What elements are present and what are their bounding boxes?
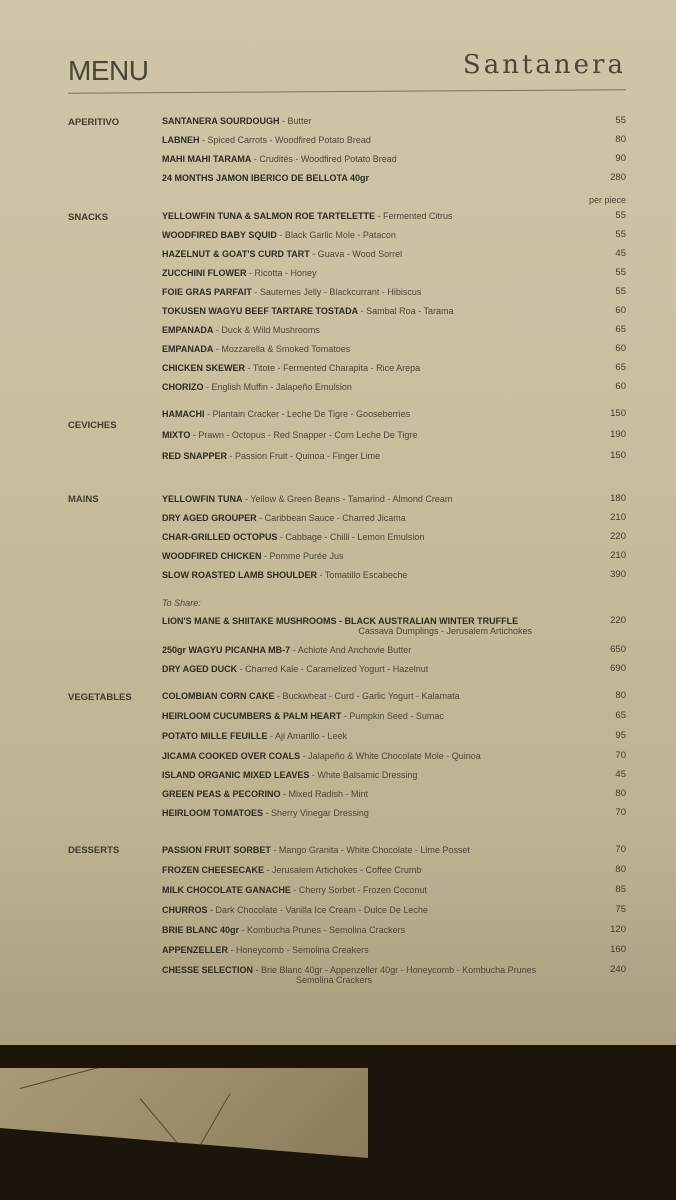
- item-description: - Fermented Citrus: [375, 211, 453, 221]
- menu-item: [162, 532, 632, 542]
- menu-item: [162, 363, 632, 373]
- item-description: - Crudités - Woodfired Potato Bread: [251, 154, 397, 164]
- menu-item: [162, 249, 632, 259]
- item-name: CHAR-GRILLED OCTOPUS: [162, 532, 278, 542]
- menu-item: [162, 664, 632, 674]
- item-price: 45: [615, 248, 626, 259]
- item-price: 55: [615, 210, 626, 221]
- item-description: - Cherry Sorbet - Frozen Coconut: [290, 885, 427, 895]
- item-price: 80: [615, 864, 626, 875]
- menu-item: [162, 645, 632, 655]
- item-name: ZUCCHINI FLOWER: [162, 268, 247, 278]
- menu-item: [162, 731, 632, 741]
- item-name: JICAMA COOKED OVER COALS: [162, 751, 301, 761]
- item-name: FROZEN CHEESECAKE: [162, 865, 265, 875]
- item-description: - Sauternes Jelly - Blackcurrant - Hibiscus: [251, 287, 422, 297]
- item-description: - Dark Chocolate - Vanilla Ice Cream - Dulce De Leche: [207, 905, 428, 915]
- menu-item: [162, 135, 632, 145]
- menu-item: [162, 570, 632, 580]
- menu-item: [162, 325, 632, 335]
- item-description: - Kombucha Prunes - Semolina Crackers: [239, 925, 406, 935]
- menu-header: [68, 50, 626, 90]
- item-name: ISLAND ORGANIC MIXED LEAVES: [162, 770, 310, 780]
- item-description: - Sambal Roa - Tarama: [358, 306, 454, 316]
- item-price: 60: [615, 305, 626, 316]
- menu-item: [162, 945, 632, 955]
- item-price: 70: [615, 750, 626, 761]
- section-label-snacks: SNACKS: [68, 212, 109, 223]
- item-price: 60: [615, 343, 626, 354]
- item-description: - Cabbage - Chilli - Lemon Emulsion: [277, 532, 425, 542]
- item-description: - Aji Amarillo - Leek: [267, 731, 348, 741]
- item-price: 75: [615, 904, 626, 915]
- item-description: - Yellow & Green Beans - Tamarind - Almond Cream: [242, 494, 453, 504]
- item-description: - Titote - Fermented Charapita - Rice Arepa: [245, 363, 421, 373]
- menu-item: [162, 691, 632, 701]
- item-price: 65: [615, 710, 626, 721]
- item-price: 65: [615, 324, 626, 335]
- menu-item: [162, 711, 632, 721]
- section-label-vegetables: VEGETABLES: [68, 692, 132, 703]
- item-name: EMPANADA: [162, 325, 214, 335]
- section-label-aperitivo: APERITIVO: [68, 117, 120, 128]
- menu-item: [162, 154, 632, 164]
- item-price: 80: [615, 134, 626, 145]
- menu-item: [162, 751, 632, 761]
- item-name: DRY AGED DUCK: [162, 664, 238, 674]
- item-price: 120: [610, 924, 626, 935]
- item-name: LABNEH: [162, 135, 200, 145]
- section-label-desserts: DESSERTS: [68, 845, 120, 856]
- item-description: - Spiced Carrots - Woodfired Potato Bread: [199, 135, 371, 145]
- item-price: 95: [615, 730, 626, 741]
- item-price: 70: [615, 844, 626, 855]
- item-name: HEIRLOOM TOMATOES: [162, 808, 264, 818]
- item-name: LION'S MANE & SHIITAKE MUSHROOMS - BLACK AUSTRALIAN WINTER TRUFFLE: [162, 616, 519, 626]
- item-price: 160: [610, 944, 626, 955]
- item-name: APPENZELLER: [162, 945, 229, 955]
- item-name: EMPANADA: [162, 344, 214, 354]
- item-name: TOKUSEN WAGYU BEEF TARTARE TOSTADA: [162, 306, 359, 316]
- item-description: - Mango Granita - White Chocolate - Lime Posset: [270, 845, 470, 855]
- item-description: - Duck & Wild Mushrooms: [213, 325, 320, 335]
- menu-item: [162, 865, 632, 875]
- item-price: 210: [610, 550, 626, 561]
- menu-item: [162, 965, 632, 985]
- item-name: CHESSE SELECTION: [162, 965, 254, 975]
- item-description: - White Balsamic Dressing: [309, 770, 418, 780]
- item-price: 220: [610, 531, 626, 542]
- item-description: - Pomme Purée Jus: [261, 551, 344, 561]
- item-name: RED SNAPPER: [162, 451, 228, 461]
- item-name: PASSION FRUIT SORBET: [162, 845, 271, 855]
- menu-item: [162, 430, 632, 440]
- menu-item: [162, 173, 632, 183]
- menu-item: [162, 344, 632, 354]
- item-name: SANTANERA SOURDOUGH: [162, 116, 280, 126]
- menu-item: [162, 789, 632, 799]
- item-price: 80: [615, 690, 626, 701]
- item-description: - Honeycomb - Semolina Creakers: [228, 945, 369, 955]
- item-name: YELLOWFIN TUNA: [162, 494, 243, 504]
- item-description: - Buckwheat - Curd - Garlic Yogurt - Kalamata: [274, 691, 460, 701]
- item-name: YELLOWFIN TUNA & SALMON ROE TARTELETTE: [162, 211, 375, 221]
- item-description: - Jalapeño & White Chocolate Mole - Quinoa: [300, 751, 481, 761]
- item-price: 80: [615, 788, 626, 799]
- item-name: MILK CHOCOLATE GANACHE: [162, 885, 291, 895]
- item-name: GREEN PEAS & PECORINO: [162, 789, 281, 799]
- item-price: 150: [610, 408, 626, 419]
- item-price: 190: [610, 429, 626, 440]
- item-description: - Guava - Wood Sorrel: [309, 249, 403, 259]
- menu-title: MENU: [68, 55, 149, 86]
- item-name: 250gr WAGYU PICANHA MB-7: [162, 645, 291, 655]
- item-name: MIXTO: [162, 430, 191, 440]
- item-description: - Mixed Radish - Mint: [280, 789, 369, 799]
- item-name: CHURROS: [162, 905, 208, 915]
- menu-item: [162, 268, 632, 278]
- menu-item: [162, 211, 632, 221]
- item-description: - Jerusalem Artichokes - Coffee Crumb: [264, 865, 422, 875]
- item-name: HEIRLOOM CUCUMBERS & PALM HEART: [162, 711, 342, 721]
- item-description: - Pumpkin Seed - Sumac: [341, 711, 444, 721]
- restaurant-logo: Santanera: [462, 50, 626, 80]
- menu-item: [162, 885, 632, 895]
- to-share-label: To Share:: [162, 598, 201, 608]
- item-price: 55: [615, 286, 626, 297]
- menu-item: [162, 116, 632, 126]
- item-price: 60: [615, 381, 626, 392]
- menu-item: [162, 409, 632, 419]
- menu-item: [162, 287, 632, 297]
- item-description: - English Muffin - Jalapeño Emulsion: [203, 382, 352, 392]
- item-description: - Achiote And Anchovie Butter: [290, 645, 412, 655]
- menu-item: [162, 905, 632, 915]
- item-price: 65: [615, 362, 626, 373]
- item-description: - Prawn - Octopus - Red Snapper - Corn Leche De Tigre: [190, 430, 418, 440]
- menu-item: [162, 845, 632, 855]
- item-price: 650: [610, 644, 626, 655]
- menu-item: [162, 616, 632, 636]
- item-description: - Brie Blanc 40gr - Appenzeller 40gr - Honeycomb - Kombucha Prunes: [253, 965, 537, 975]
- menu-item: [162, 451, 632, 461]
- menu-item: [162, 494, 632, 504]
- item-price: 280: [610, 172, 626, 183]
- menu-item: [162, 513, 632, 523]
- section-label-mains: MAINS: [68, 494, 99, 505]
- item-price: 180: [610, 493, 626, 504]
- item-name: POTATO MILLE FEUILLE: [162, 731, 268, 741]
- item-price: 55: [615, 229, 626, 240]
- item-name: MAHI MAHI TARAMA: [162, 154, 252, 164]
- item-subdescription: Semolina Crackers: [295, 975, 372, 985]
- item-price: 70: [615, 807, 626, 818]
- menu-item: [162, 382, 632, 392]
- item-name: DRY AGED GROUPER: [162, 513, 257, 523]
- item-name: SLOW ROASTED LAMB SHOULDER: [162, 570, 317, 580]
- item-price: 220: [610, 615, 626, 626]
- item-description: - Passion Fruit - Quinoa - Finger Lime: [227, 451, 381, 461]
- item-price: 85: [615, 884, 626, 895]
- per-piece-note: per piece: [588, 195, 626, 205]
- item-price: 45: [615, 769, 626, 780]
- item-description: - Butter: [279, 116, 312, 126]
- menu-item: [162, 808, 632, 818]
- item-description: - Plantain Cracker - Leche De Tigre - Gooseberries: [204, 409, 411, 419]
- item-price: 55: [615, 115, 626, 126]
- menu-item: [162, 306, 632, 316]
- item-description: - Mozzarella & Smoked Tomatoes: [213, 344, 351, 354]
- menu-item: [162, 230, 632, 240]
- item-name: BRIE BLANC 40gr: [162, 925, 240, 935]
- item-subdescription: Cassava Dumplings - Jerusalem Artichokes: [358, 626, 532, 636]
- item-name: COLOMBIAN CORN CAKE: [162, 691, 275, 701]
- item-name: FOIE GRAS PARFAIT: [162, 287, 252, 297]
- item-name: 24 MONTHS JAMON IBERICO DE BELLOTA 40gr: [162, 173, 370, 183]
- item-price: 210: [610, 512, 626, 523]
- menu-item: [162, 551, 632, 561]
- item-description: - Ricotta - Honey: [246, 268, 317, 278]
- menu-item: [162, 925, 632, 935]
- item-price: 55: [615, 267, 626, 278]
- item-description: - Caribbean Sauce - Charred Jicama: [256, 513, 406, 523]
- item-price: 240: [610, 964, 626, 975]
- menu-item: [162, 770, 632, 780]
- item-price: 90: [615, 153, 626, 164]
- item-name: WOODFIRED CHICKEN: [162, 551, 262, 561]
- section-label-ceviches: CEVICHES: [68, 420, 117, 431]
- item-name: WOODFIRED BABY SQUID: [162, 230, 277, 240]
- item-price: 690: [610, 663, 626, 674]
- item-price: 390: [610, 569, 626, 580]
- item-name: CHICKEN SKEWER: [162, 363, 246, 373]
- item-name: HAZELNUT & GOAT'S CURD TART: [162, 249, 310, 259]
- item-description: - Black Garlic Mole - Patacon: [276, 230, 396, 240]
- item-description: - Charred Kale - Caramelized Yogurt - Hazelnut: [237, 664, 429, 674]
- item-name: CHORIZO: [162, 382, 204, 392]
- item-description: - Tomatillo Escabeche: [317, 570, 408, 580]
- item-name: HAMACHI: [162, 409, 205, 419]
- item-price: 150: [610, 450, 626, 461]
- item-description: - Sherry Vinegar Dressing: [263, 808, 369, 818]
